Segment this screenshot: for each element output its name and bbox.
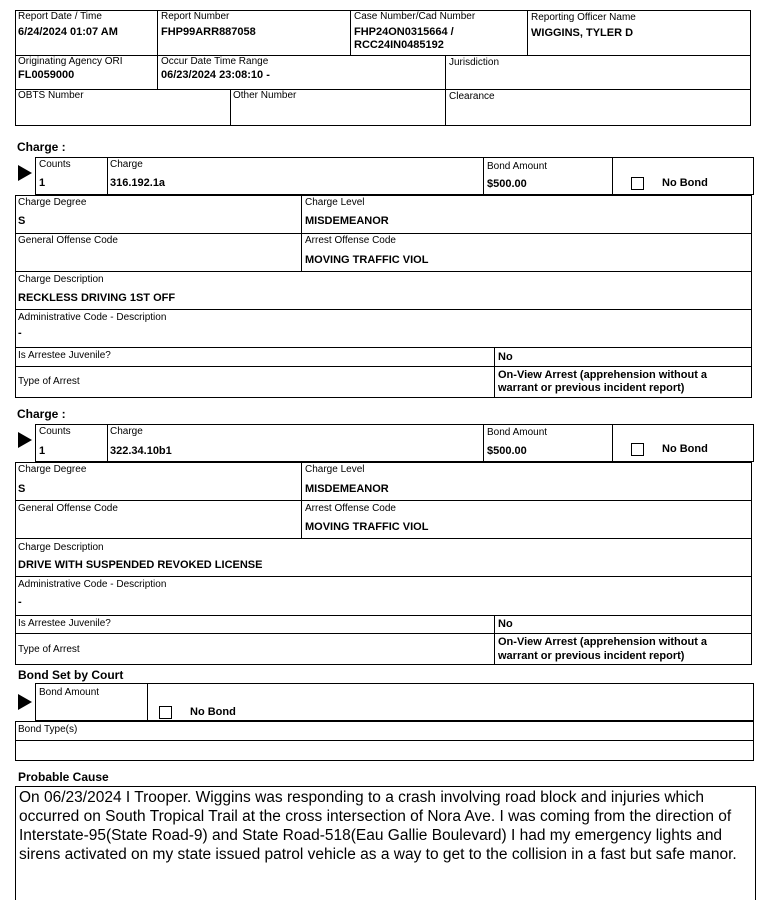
- row-marker-icon: [18, 694, 32, 710]
- arrest-type-value-line1: On-View Arrest (apprehension without a: [498, 636, 708, 648]
- juvenile-label: Is Arrestee Juvenile?: [18, 618, 111, 629]
- general-offense-code-label: General Offense Code: [18, 503, 118, 514]
- clearance-label: Clearance: [449, 91, 495, 102]
- divider: [483, 157, 484, 195]
- charge-description-label: Charge Description: [18, 542, 104, 553]
- officer-label: Reporting Officer Name: [531, 12, 636, 23]
- divider: [147, 683, 148, 721]
- charge-description-value: RECKLESS DRIVING 1ST OFF: [18, 292, 176, 304]
- admin-code-value: -: [18, 596, 22, 608]
- agency-value: FL0059000: [18, 69, 75, 81]
- general-offense-code-label: General Offense Code: [18, 235, 118, 246]
- juvenile-value: No: [498, 618, 513, 630]
- admin-code-label: Administrative Code - Description: [18, 312, 167, 323]
- arrest-offense-code-label: Arrest Offense Code: [305, 235, 396, 246]
- divider: [15, 347, 752, 348]
- charge-value: 316.192.1a: [110, 177, 166, 189]
- divider: [107, 424, 108, 462]
- divider: [15, 55, 751, 56]
- charge-level-value: MISDEMEANOR: [305, 215, 389, 227]
- obts-label: OBTS Number: [18, 90, 84, 101]
- divider: [15, 740, 754, 741]
- counts-label: Counts: [39, 159, 71, 170]
- divider: [15, 633, 752, 634]
- counts-value: 1: [39, 177, 46, 189]
- divider: [301, 195, 302, 271]
- arrest-offense-code-value: MOVING TRAFFIC VIOL: [305, 254, 429, 266]
- bond-amount-value: $500.00: [487, 445, 527, 457]
- charge-level-label: Charge Level: [305, 464, 365, 475]
- divider: [494, 615, 495, 665]
- charge-degree-label: Charge Degree: [18, 464, 87, 475]
- bond-court-row: [35, 683, 754, 721]
- row-marker-icon: [18, 165, 32, 181]
- divider: [15, 615, 752, 616]
- cad-number-value: RCC24IN0485192: [354, 39, 444, 51]
- divider: [15, 538, 752, 539]
- counts-value: 1: [39, 445, 46, 457]
- divider: [527, 10, 528, 56]
- divider: [107, 157, 108, 195]
- divider: [350, 10, 351, 56]
- report-number-value: FHP99ARR887058: [161, 26, 256, 38]
- charge-description-value: DRIVE WITH SUSPENDED REVOKED LICENSE: [18, 559, 263, 571]
- divider: [15, 309, 752, 310]
- report-date-value: 6/24/2024 01:07 AM: [18, 26, 118, 38]
- arrest-offense-code-value: MOVING TRAFFIC VIOL: [305, 521, 429, 533]
- report-date-label: Report Date / Time: [18, 11, 102, 22]
- divider: [15, 366, 752, 367]
- agency-label: Originating Agency ORI: [18, 56, 123, 67]
- bond-court-title: Bond Set by Court: [18, 668, 124, 682]
- no-bond-label: No Bond: [662, 443, 708, 455]
- other-number-label: Other Number: [233, 90, 297, 101]
- divider: [494, 347, 495, 398]
- bond-types-block: [15, 721, 754, 761]
- no-bond-label: No Bond: [662, 177, 708, 189]
- divider: [445, 55, 446, 126]
- bond-court-no-bond-label: No Bond: [190, 706, 236, 718]
- divider: [15, 576, 752, 577]
- probable-cause-title: Probable Cause: [18, 770, 109, 784]
- charge-section-title: Charge :: [17, 140, 66, 154]
- divider: [483, 424, 484, 462]
- charge-label: Charge: [110, 426, 143, 437]
- jurisdiction-label: Jurisdiction: [449, 57, 500, 68]
- bond-amount-value: $500.00: [487, 178, 527, 190]
- divider: [15, 271, 752, 272]
- charge-value: 322.34.10b1: [110, 445, 172, 457]
- divider: [612, 424, 613, 462]
- charge-description-label: Charge Description: [18, 274, 104, 285]
- occur-value: 06/23/2024 23:08:10 -: [161, 69, 270, 81]
- charge-level-label: Charge Level: [305, 197, 365, 208]
- admin-code-label: Administrative Code - Description: [18, 579, 167, 590]
- bond-types-label: Bond Type(s): [18, 724, 78, 735]
- charge-degree-value: S: [18, 215, 26, 227]
- divider: [157, 10, 158, 90]
- bond-court-amount-label: Bond Amount: [39, 687, 100, 698]
- arrest-type-label: Type of Arrest: [18, 644, 80, 655]
- juvenile-label: Is Arrestee Juvenile?: [18, 350, 111, 361]
- divider: [230, 89, 231, 126]
- no-bond-checkbox[interactable]: [631, 443, 644, 456]
- row-marker-icon: [18, 432, 32, 448]
- charge-label: Charge: [110, 159, 143, 170]
- no-bond-checkbox[interactable]: [631, 177, 644, 190]
- divider: [15, 500, 752, 501]
- charge-level-value: MISDEMEANOR: [305, 483, 389, 495]
- bond-amount-label: Bond Amount: [487, 161, 548, 172]
- arrest-offense-code-label: Arrest Offense Code: [305, 503, 396, 514]
- juvenile-value: No: [498, 351, 513, 363]
- probable-cause-text: On 06/23/2024 I Trooper. Wiggins was responding to a crash involving road block and injuries which occurred on South Tropical Trail at the cross intersection of Nora Ave. I was coming from the direction of Interstate-95(State Road-9) and State Road-518(Eau Gallie Boulevard) I had my emergency lights and sirens activated on my state issued patrol vehicle as a way to get to the collision in a fast but safe manor.: [19, 789, 737, 863]
- charge-degree-label: Charge Degree: [18, 197, 87, 208]
- divider: [301, 462, 302, 538]
- divider: [612, 157, 613, 195]
- bond-amount-label: Bond Amount: [487, 427, 548, 438]
- arrest-type-value-line2: warrant or previous incident report): [498, 382, 685, 394]
- counts-label: Counts: [39, 426, 71, 437]
- charge-section-title: Charge :: [17, 407, 66, 421]
- case-number-label: Case Number/Cad Number: [354, 11, 476, 22]
- admin-code-value: -: [18, 327, 22, 339]
- arrest-type-label: Type of Arrest: [18, 376, 80, 387]
- divider: [15, 233, 752, 234]
- occur-label: Occur Date Time Range: [161, 56, 269, 67]
- arrest-type-value-line2: warrant or previous incident report): [498, 650, 685, 662]
- charge-degree-value: S: [18, 483, 26, 495]
- report-number-label: Report Number: [161, 11, 230, 22]
- officer-value: WIGGINS, TYLER D: [531, 27, 634, 39]
- bond-court-no-bond-checkbox[interactable]: [159, 706, 172, 719]
- case-number-value: FHP24ON0315664 /: [354, 26, 454, 38]
- arrest-type-value-line1: On-View Arrest (apprehension without a: [498, 369, 708, 381]
- divider: [15, 89, 751, 90]
